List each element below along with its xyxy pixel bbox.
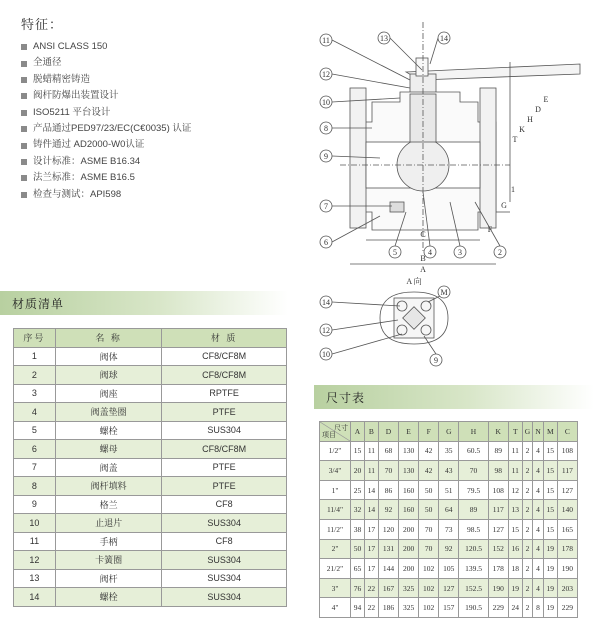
table-cell: 42 [419,441,439,461]
table-cell: 13 [508,500,522,520]
table-cell: 73 [439,519,459,539]
table-cell: 19 [543,598,557,618]
dimensions-header-row [320,422,578,442]
square-bullet-icon [21,61,27,67]
table-row [14,440,287,459]
table-cell: 11 [14,532,56,551]
table-cell: 108 [488,480,508,500]
table-cell: 4 [533,559,544,579]
part-label: 4 [428,248,432,257]
feature-item: 检查与测试：API598 [21,187,301,203]
square-bullet-icon [21,93,27,99]
dim-label: F [487,225,493,234]
table-row [14,514,287,533]
table-cell: 2 [522,539,533,559]
table-cell: 14 [14,588,56,607]
table-cell: 79.5 [459,480,488,500]
feature-item: 设计标准：ASME B16.34 [21,154,301,170]
column-header: G [439,422,459,442]
table-cell: CF8 [162,532,287,551]
table-cell: 70 [419,519,439,539]
dimensions-body [320,441,578,617]
table-cell: 105 [439,559,459,579]
table-cell: 3 [14,384,56,403]
table-cell: 11 [508,461,522,481]
part-label: 7 [324,202,328,211]
table-row [14,347,287,366]
table-cell: 43 [439,461,459,481]
table-cell: 卡簧圈 [55,551,162,570]
feature-item: 铸件通过 AD2000-W0认证 [21,137,301,153]
table-cell: 4 [533,480,544,500]
part-label: 11 [322,36,330,45]
corner-bottom-label: 项目 [322,430,336,439]
table-cell: 68 [378,441,398,461]
table-cell: 160 [399,480,419,500]
table-row [14,588,287,607]
dimensions-header: 尺寸表 [314,385,594,409]
table-cell: 89 [459,500,488,520]
table-cell: 76 [351,578,365,598]
table-cell: 14 [364,500,378,520]
table-cell: 15 [508,519,522,539]
table-cell: 2 [522,559,533,579]
square-bullet-icon [21,175,27,181]
table-cell: 200 [399,539,419,559]
table-cell: 152 [488,539,508,559]
table-cell: 止退片 [55,514,162,533]
table-cell: 167 [378,578,398,598]
view-label: M [440,288,448,297]
table-cell: 25 [351,480,365,500]
table-cell: 190.5 [459,598,488,618]
table-row [14,458,287,477]
dim-label: B [420,254,426,263]
view-label: 10 [322,350,330,359]
table-cell: 2 [14,366,56,385]
table-cell: 12 [14,551,56,570]
view-label: 14 [322,298,330,307]
dim-label: D [535,105,541,114]
table-cell: 24 [508,598,522,618]
part-label: 12 [322,70,330,79]
table-cell: 4 [533,441,544,461]
table-row [14,532,287,551]
part-label: 8 [324,124,328,133]
table-cell: 4 [533,578,544,598]
table-cell: 阀体 [55,347,162,366]
table-row [320,480,578,500]
table-cell: 127 [488,519,508,539]
column-header: 名 称 [55,329,162,348]
table-cell: 阀座 [55,384,162,403]
feature-item: 全通径 [21,55,301,71]
table-cell: 阀杆 [55,569,162,588]
table-cell: 3" [320,578,351,598]
table-cell: 7 [14,458,56,477]
table-cell: 2 [522,441,533,461]
features-title: 特征： [21,17,64,32]
table-cell: 3/4" [320,461,351,481]
table-row [320,559,578,579]
table-cell: 2 [522,500,533,520]
table-cell: 120 [378,519,398,539]
table-cell: 15 [543,461,557,481]
table-cell: 60.5 [459,441,488,461]
table-cell: SUS304 [162,514,287,533]
table-cell: 4" [320,598,351,618]
table-cell: 160 [399,500,419,520]
table-cell: 94 [351,598,365,618]
table-cell: 17 [364,559,378,579]
table-cell: 325 [399,598,419,618]
materials-body [14,347,287,606]
dim-label: T [512,135,518,144]
table-cell: 200 [399,559,419,579]
part-label: 6 [324,238,328,247]
feature-item: ANSI CLASS 150 [21,39,301,55]
table-cell: 11 [364,441,378,461]
table-cell: SUS304 [162,421,287,440]
table-cell: 127 [439,578,459,598]
table-cell: 11 [364,461,378,481]
table-cell: 190 [557,559,577,579]
features-list [21,39,301,203]
table-row [14,403,287,422]
table-row [320,461,578,481]
table-cell: 144 [378,559,398,579]
dim-label: K [519,125,525,134]
table-cell: 15 [543,441,557,461]
table-cell: 102 [419,578,439,598]
table-cell: 130 [399,461,419,481]
table-cell: CF8/CF8M [162,366,287,385]
table-cell: 65 [351,559,365,579]
part-label: 10 [322,98,330,107]
column-header: 材 质 [162,329,287,348]
table-cell: 200 [399,519,419,539]
table-cell: 20 [351,461,365,481]
table-cell: 102 [419,559,439,579]
table-row [14,384,287,403]
table-cell: 螺栓 [55,588,162,607]
table-cell: 13 [14,569,56,588]
dim-label: H [527,115,533,124]
square-bullet-icon [21,77,27,83]
table-cell: 11/4" [320,500,351,520]
table-cell: 2" [320,539,351,559]
square-bullet-icon [21,192,27,198]
column-header: 序号 [14,329,56,348]
table-cell: CF8 [162,495,287,514]
dim-label: A [420,265,426,274]
column-header: T [508,422,522,442]
table-cell: 32 [351,500,365,520]
column-header: B [364,422,378,442]
table-cell: 98 [488,461,508,481]
table-cell: 11 [508,441,522,461]
table-row [320,598,578,618]
table-row [14,569,287,588]
table-row [320,578,578,598]
table-cell: 229 [488,598,508,618]
table-cell: 120.5 [459,539,488,559]
table-row [320,500,578,520]
table-cell: 92 [439,539,459,559]
table-cell: 203 [557,578,577,598]
table-cell: 190 [488,578,508,598]
table-cell: 9 [14,495,56,514]
table-row [14,421,287,440]
table-cell: 22 [364,598,378,618]
table-cell: 50 [419,480,439,500]
dimensions-table [319,421,578,618]
column-header: H [459,422,488,442]
table-cell: 8 [533,598,544,618]
corner-header [320,422,351,442]
table-cell: 98.5 [459,519,488,539]
table-cell: 35 [439,441,459,461]
table-cell: 阀球 [55,366,162,385]
table-cell: 2 [522,461,533,481]
materials-table [13,328,287,607]
table-cell: 157 [439,598,459,618]
column-header: K [488,422,508,442]
table-row [320,441,578,461]
table-row [320,519,578,539]
table-cell: 15 [543,480,557,500]
table-cell: 螺母 [55,440,162,459]
section-label: A 向 [406,277,422,286]
table-cell: 14 [364,480,378,500]
table-cell: 21/2" [320,559,351,579]
table-cell: 2 [522,519,533,539]
table-cell: 2 [522,480,533,500]
column-header: D [378,422,398,442]
table-cell: 5 [14,421,56,440]
table-cell: 108 [557,441,577,461]
table-cell: 22 [364,578,378,598]
table-cell: 4 [533,461,544,481]
column-header: F [419,422,439,442]
table-cell: 15 [351,441,365,461]
table-cell: 4 [533,519,544,539]
table-cell: 325 [399,578,419,598]
column-header: A [351,422,365,442]
part-label: 3 [458,248,462,257]
table-cell: 50 [351,539,365,559]
table-cell: PTFE [162,458,287,477]
dim-label: G [501,201,507,210]
table-cell: 117 [557,461,577,481]
part-label: 14 [440,34,448,43]
view-label: 9 [434,356,438,365]
table-cell: 50 [419,500,439,520]
dim-label: E [543,95,549,104]
table-cell: 15 [543,519,557,539]
corner-top-label: 尺寸 [334,424,348,432]
table-cell: 19 [543,578,557,598]
table-cell: 152.5 [459,578,488,598]
table-cell: 131 [378,539,398,559]
part-label: 2 [498,248,502,257]
table-cell: 178 [557,539,577,559]
table-cell: 8 [14,477,56,496]
materials-header-row [14,329,287,348]
feature-item: 脱蜡精密铸造 [21,72,301,88]
table-cell: 1" [320,480,351,500]
table-cell: SUS304 [162,551,287,570]
table-cell: 139.5 [459,559,488,579]
table-cell: 64 [439,500,459,520]
table-cell: 229 [557,598,577,618]
table-cell: 102 [419,598,439,618]
table-cell: 1/2" [320,441,351,461]
table-cell: 16 [508,539,522,559]
table-row [14,495,287,514]
table-cell: 18 [508,559,522,579]
table-cell: 165 [557,519,577,539]
feature-item: 法兰标准：ASME B16.5 [21,170,301,186]
table-cell: 6 [14,440,56,459]
table-cell: 4 [14,403,56,422]
table-cell: SUS304 [162,569,287,588]
materials-header: 材质清单 [0,291,288,315]
table-cell: 70 [459,461,488,481]
table-row [14,477,287,496]
table-cell: 1 [14,347,56,366]
part-label: 13 [380,34,388,43]
table-cell: 42 [419,461,439,481]
column-header: M [543,422,557,442]
view-label: 12 [322,326,330,335]
table-cell: 51 [439,480,459,500]
table-cell: 89 [488,441,508,461]
part-label: 5 [393,248,397,257]
table-cell: 10 [14,514,56,533]
column-header: C [557,422,577,442]
table-cell: 19 [543,539,557,559]
table-cell: 手柄 [55,532,162,551]
square-bullet-icon [21,159,27,165]
table-cell: 127 [557,480,577,500]
table-cell: CF8/CF8M [162,440,287,459]
table-cell: PTFE [162,403,287,422]
table-cell: 2 [522,598,533,618]
table-cell: 140 [557,500,577,520]
square-bullet-icon [21,126,27,132]
feature-item: ISO5211 平台设计 [21,105,301,121]
square-bullet-icon [21,110,27,116]
part-label: 1 [511,185,515,194]
table-cell: 38 [351,519,365,539]
table-cell: 19 [508,578,522,598]
column-header: N [533,422,544,442]
table-cell: 12 [508,480,522,500]
table-cell: 螺栓 [55,421,162,440]
table-row [14,551,287,570]
valve-technical-drawing [310,2,594,374]
table-cell: 2 [522,578,533,598]
features-section [21,14,301,203]
table-cell: 17 [364,539,378,559]
table-cell: RPTFE [162,384,287,403]
table-cell: 阀盖 [55,458,162,477]
table-cell: 阀盖垫圈 [55,403,162,422]
table-cell: 11/2" [320,519,351,539]
table-cell: 格兰 [55,495,162,514]
table-cell: 17 [364,519,378,539]
table-cell: 4 [533,500,544,520]
part-label: 9 [324,152,328,161]
table-cell: 70 [419,539,439,559]
column-header: G [522,422,533,442]
table-cell: PTFE [162,477,287,496]
table-cell: 130 [399,441,419,461]
table-cell: 86 [378,480,398,500]
square-bullet-icon [21,44,27,50]
table-cell: 186 [378,598,398,618]
column-header: E [399,422,419,442]
table-cell: 4 [533,539,544,559]
table-cell: SUS304 [162,588,287,607]
table-cell: 92 [378,500,398,520]
feature-item: 阀杆防爆出装置设计 [21,88,301,104]
table-cell: 19 [543,559,557,579]
feature-item: 产品通过PED97/23/EC(C€0035) 认证 [21,121,301,137]
table-cell: 阀杆填料 [55,477,162,496]
table-cell: 178 [488,559,508,579]
table-row [14,366,287,385]
dim-label: C [420,230,426,239]
table-row [320,539,578,559]
table-cell: CF8/CF8M [162,347,287,366]
table-cell: 117 [488,500,508,520]
table-cell: 70 [378,461,398,481]
square-bullet-icon [21,143,27,149]
table-cell: 15 [543,500,557,520]
